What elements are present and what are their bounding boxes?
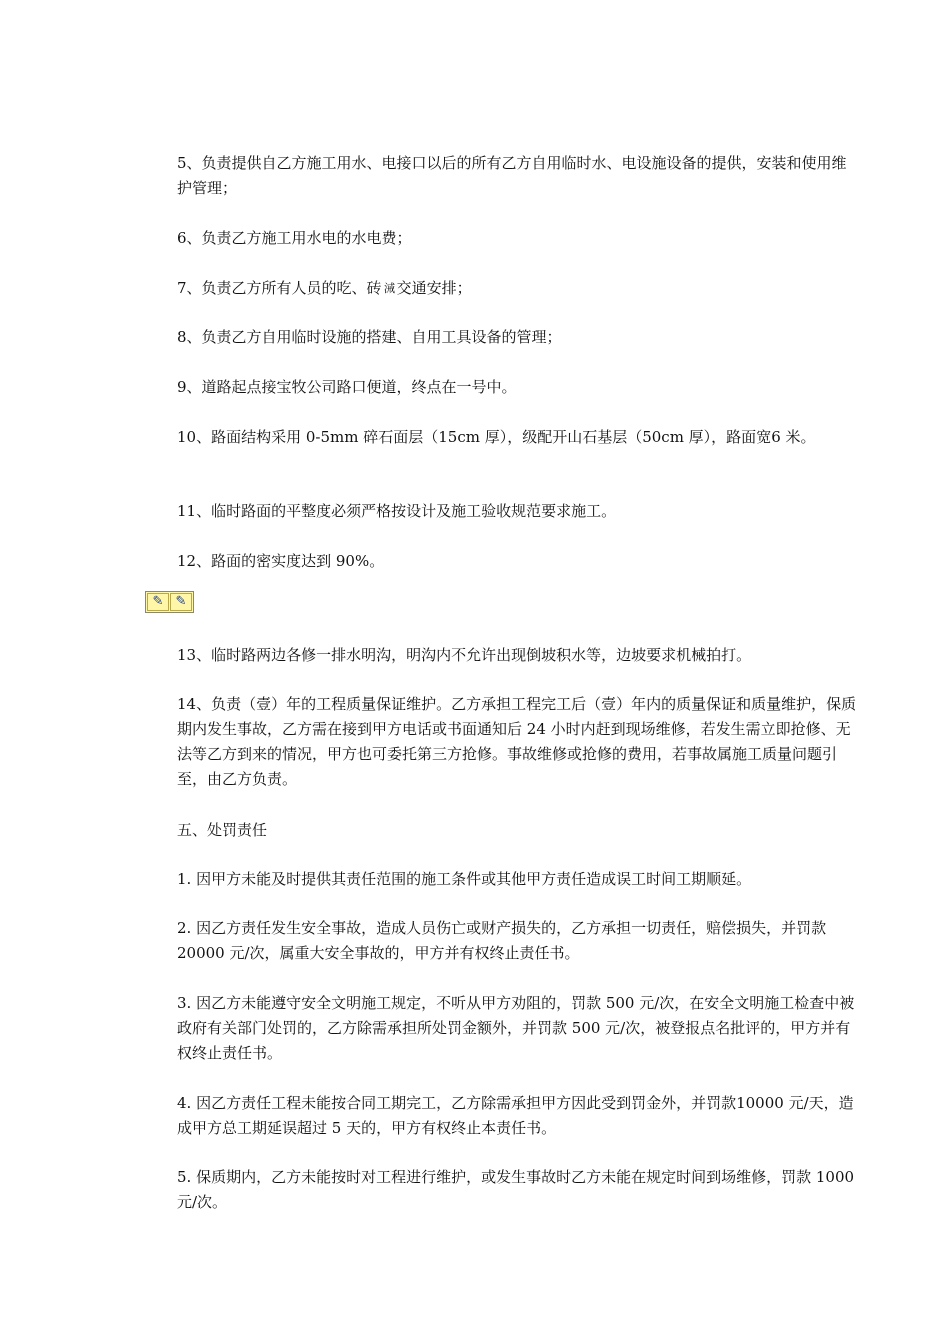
section-heading-penalties: 五、处罚责任: [177, 821, 268, 839]
paragraph-8: 8、负责乙方自用临时设施的搭建、自用工具设备的管理；: [177, 328, 562, 346]
paragraph-7-part-a: 7、负责乙方所有人员的吃、砖: [177, 279, 382, 297]
penalty-item-2: 2. 因乙方责任发生安全事故，造成人员伤亡或财产损失的，乙方承担一切责任，赔偿损失，并罚款 20000 元/次，属重大安全事故的，甲方并有权终止责任书。: [177, 919, 827, 962]
paragraph-5: 5、负责提供自乙方施工用水、电接口以后的所有乙方自用临时水、电设施设备的提供，安装和使用维护管理；: [177, 154, 847, 197]
paragraph-13: 13、临时路两边各修一排水明沟，明沟内不允许出现倒坡积水等，边坡要求机械拍打。: [177, 646, 752, 664]
paragraph-11: 11、临时路面的平整度必须严格按设计及施工验收规范要求施工。: [177, 502, 617, 520]
paragraph-10: 10、路面结构采用 0-5mm 碎石面层（15cm 厚），级配开山石基层（50cm 厚），路面宽6 米。: [177, 428, 816, 446]
paragraph-12: 12、路面的密实度达到 90%。: [177, 552, 385, 570]
paragraph-9: 9、道路起点接宝牧公司路口便道，终点在一号中。: [177, 378, 517, 396]
penalty-item-1: 1. 因甲方未能及时提供其责任范围的施工条件或其他甲方责任造成误工时间工期顺延。: [177, 870, 752, 888]
paragraph-7: [145, 276, 857, 301]
paragraph-6: 6、负责乙方施工用水电的水电费；: [177, 229, 412, 247]
edit-note-icon[interactable]: ✎: [147, 593, 169, 611]
penalty-item-4: 4. 因乙方责任工程未能按合同工期完工，乙方除需承担甲方因此受到罚金外，并罚款10000 元/天，造成甲方总工期延误超过 5 天的，甲方有权终止本责任书。: [177, 1094, 854, 1137]
penalty-item-5: 5. 保质期内，乙方未能按时对工程进行维护，或发生事故时乙方未能在规定时间到场维修，罚款 1000 元/次。: [177, 1168, 855, 1211]
paragraph-14: 14、负责（壹）年的工程质量保证维护。乙方承担工程完工后（壹）年内的质量保证和质量维护，保质期内发生事故，乙方需在接到甲方电话或书面通知后 24 小时内赶到现场维修，若发生需立即抢修、无法等乙方到来的情况，甲方也可委托第三方抢修。事故维修或抢修的费用，若事故属施工质量问题引至，由乙方负责。: [177, 695, 857, 788]
paragraph-7-garbled-char: 㳦: [383, 281, 395, 295]
paragraph-7-part-b: 交通安排；: [396, 279, 472, 297]
edit-note-icon[interactable]: ✎: [170, 593, 192, 611]
penalty-item-3: 3. 因乙方未能遵守安全文明施工规定，不听从甲方劝阻的，罚款 500 元/次，在安全文明施工检查中被政府有关部门处罚的，乙方除需承担所处罚金额外，并罚款 500 元/次，被登报点名批评的，甲方并有权终止责任书。: [177, 994, 855, 1062]
embedded-object-icons[interactable]: [145, 591, 194, 613]
